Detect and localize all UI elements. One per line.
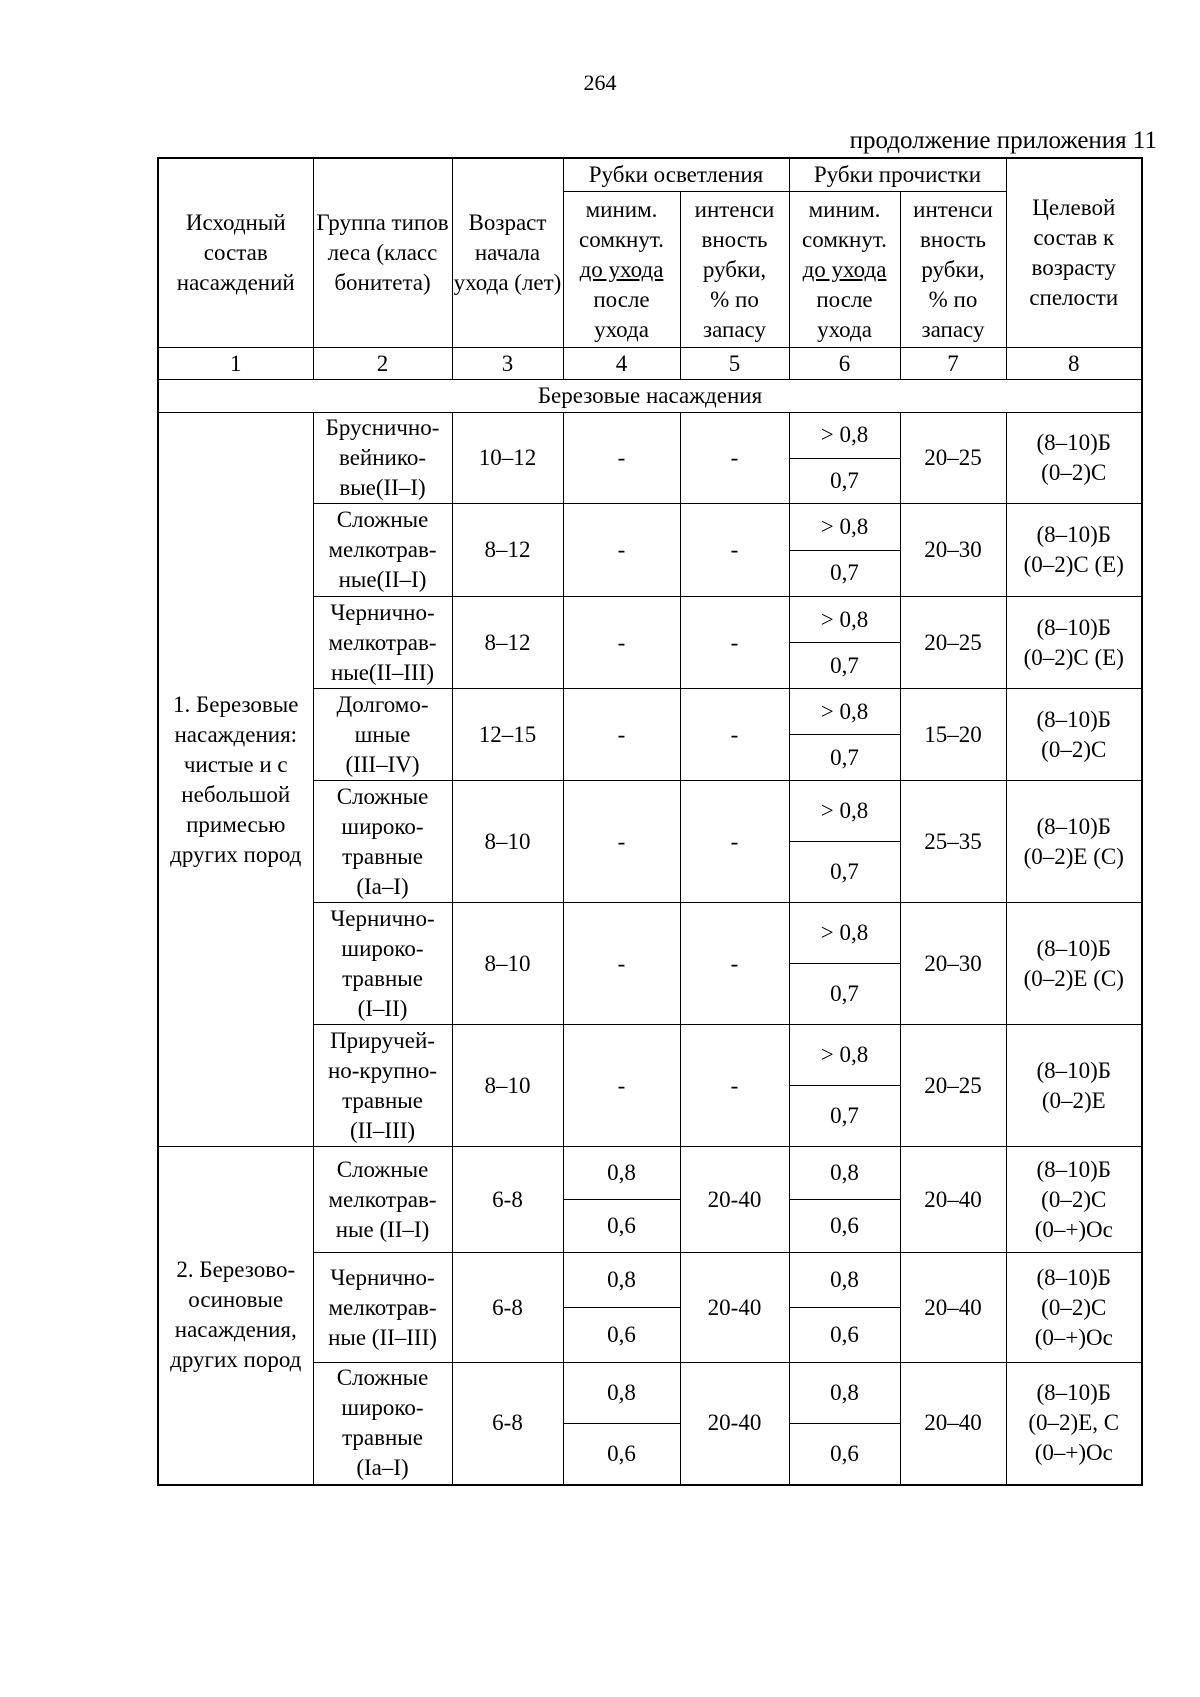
header-intensity-osv: интенси вность рубки, % по запасу bbox=[680, 192, 789, 348]
proch-min-closure-after: 0,6 bbox=[830, 1322, 859, 1347]
proch-min-closure-after: 0,6 bbox=[830, 1440, 859, 1466]
forest-type-group: Сложные мелкотрав- ные (II–I) bbox=[313, 1147, 452, 1253]
header-col8: Целевой состав к возрасту спелости bbox=[1006, 158, 1142, 348]
osv-intensity: - bbox=[680, 903, 789, 1025]
section-row bbox=[158, 380, 1142, 413]
proch-intensity: 20–30 bbox=[900, 504, 1006, 597]
target-composition: (8–10)Б (0–2)Е, С (0–+)Ос bbox=[1006, 1363, 1142, 1485]
forest-care-table bbox=[157, 157, 1143, 1486]
proch-min-closure-before: 0,8 bbox=[790, 1363, 900, 1424]
proch-intensity: 20–40 bbox=[900, 1363, 1006, 1485]
proch-intensity: 25–35 bbox=[900, 781, 1006, 903]
osv-intensity: - bbox=[680, 504, 789, 597]
proch-min-closure-before: > 0,8 bbox=[790, 597, 900, 643]
osv-min-closure bbox=[563, 1147, 680, 1253]
start-age: 6-8 bbox=[452, 1363, 563, 1485]
header-group-osvetlenie: Рубки осветления bbox=[563, 158, 789, 192]
target-composition: (8–10)Б (0–2)С (Е) bbox=[1006, 504, 1142, 597]
page-number: 264 bbox=[583, 70, 617, 95]
proch-min-closure-after: 0,7 bbox=[830, 744, 859, 770]
proch-min-closure-before: 0,8 bbox=[790, 1147, 900, 1200]
proch-min-closure-after: 0,7 bbox=[830, 981, 859, 1006]
target-composition: (8–10)Б (0–2)Е (С) bbox=[1006, 781, 1142, 903]
col-number: 7 bbox=[900, 348, 1006, 380]
col-number: 4 bbox=[563, 348, 680, 380]
osv-min-closure-before: 0,8 bbox=[564, 1147, 680, 1200]
table-row bbox=[158, 413, 1142, 504]
target-composition: (8–10)Б (0–2)С (0–+)Ос bbox=[1006, 1147, 1142, 1253]
table-row bbox=[158, 1147, 1142, 1253]
forest-type-group: Долгомо- шные (III–IV) bbox=[313, 689, 452, 781]
target-composition: (8–10)Б (0–2)Е (С) bbox=[1006, 903, 1142, 1025]
proch-min-closure bbox=[789, 597, 900, 689]
osv-min-closure: - bbox=[563, 689, 680, 781]
start-age: 10–12 bbox=[452, 413, 563, 504]
forest-type-group: Чернично- мелкотрав- ные (II–III) bbox=[313, 1253, 452, 1363]
start-age: 8–10 bbox=[452, 781, 563, 903]
header-col3: Возраст начала ухода (лет) bbox=[452, 158, 563, 348]
osv-intensity: 20-40 bbox=[680, 1147, 789, 1253]
osv-min-closure bbox=[563, 1253, 680, 1363]
header-group-prochistka: Рубки прочистки bbox=[789, 158, 1006, 192]
proch-min-closure bbox=[789, 781, 900, 903]
osv-intensity: - bbox=[680, 1025, 789, 1147]
proch-min-closure-before: 0,8 bbox=[790, 1253, 900, 1308]
proch-min-closure-after: 0,7 bbox=[830, 560, 859, 586]
proch-min-closure-after: 0,7 bbox=[830, 467, 859, 493]
start-age: 6-8 bbox=[452, 1147, 563, 1253]
target-composition: (8–10)Б (0–2)С bbox=[1006, 413, 1142, 504]
osv-min-closure-after: 0,6 bbox=[607, 1322, 636, 1347]
proch-min-closure-before: > 0,8 bbox=[790, 903, 900, 964]
target-composition: (8–10)Б (0–2)Е bbox=[1006, 1025, 1142, 1147]
proch-min-closure-before: > 0,8 bbox=[790, 413, 900, 459]
osv-min-closure: - bbox=[563, 597, 680, 689]
osv-min-closure-after: 0,6 bbox=[607, 1440, 636, 1466]
proch-min-closure bbox=[789, 1025, 900, 1147]
col-number: 3 bbox=[452, 348, 563, 380]
proch-min-closure-before: > 0,8 bbox=[790, 1025, 900, 1086]
proch-min-closure-after: 0,6 bbox=[830, 1213, 859, 1238]
proch-min-closure bbox=[789, 413, 900, 504]
header-min-closure-proch: миним. сомкнут. до ухода после ухода bbox=[789, 192, 900, 348]
osv-min-closure-before: 0,8 bbox=[564, 1253, 680, 1308]
osv-min-closure: - bbox=[563, 1025, 680, 1147]
osv-min-closure-after: 0,6 bbox=[607, 1213, 636, 1238]
proch-min-closure-after: 0,7 bbox=[830, 859, 859, 884]
osv-min-closure bbox=[563, 1363, 680, 1485]
osv-intensity: - bbox=[680, 413, 789, 504]
forest-type-group: Чернично- широко- травные (I–II) bbox=[313, 903, 452, 1025]
osv-min-closure: - bbox=[563, 504, 680, 597]
proch-intensity: 20–25 bbox=[900, 413, 1006, 504]
start-age: 12–15 bbox=[452, 689, 563, 781]
header-col2: Группа типов леса (класс бонитета) bbox=[313, 158, 452, 348]
start-age: 6-8 bbox=[452, 1253, 563, 1363]
stand-composition: 1. Березовые насаждения: чистые и с небольшой примесью других пород bbox=[158, 413, 313, 1147]
header-min-closure-osv: миним. сомкнут. до ухода после ухода bbox=[563, 192, 680, 348]
target-composition: (8–10)Б (0–2)С (0–+)Ос bbox=[1006, 1253, 1142, 1363]
proch-min-closure bbox=[789, 1363, 900, 1485]
proch-intensity: 20–40 bbox=[900, 1147, 1006, 1253]
proch-min-closure bbox=[789, 1253, 900, 1363]
proch-min-closure-after: 0,7 bbox=[830, 1103, 859, 1128]
proch-min-closure bbox=[789, 689, 900, 781]
start-age: 8–12 bbox=[452, 597, 563, 689]
col-number: 5 bbox=[680, 348, 789, 380]
col-number: 8 bbox=[1006, 348, 1142, 380]
column-number-row bbox=[158, 348, 1142, 380]
proch-min-closure-before: > 0,8 bbox=[790, 504, 900, 551]
start-age: 8–10 bbox=[452, 903, 563, 1025]
stand-composition: 2. Березово-осиновые насаждения, других пород bbox=[158, 1147, 313, 1485]
osv-intensity: - bbox=[680, 781, 789, 903]
proch-intensity: 20–30 bbox=[900, 903, 1006, 1025]
start-age: 8–10 bbox=[452, 1025, 563, 1147]
osv-min-closure: - bbox=[563, 781, 680, 903]
forest-type-group: Бруснично- вейнико- вые(II–I) bbox=[313, 413, 452, 504]
osv-min-closure-before: 0,8 bbox=[564, 1363, 680, 1424]
target-composition: (8–10)Б (0–2)С bbox=[1006, 689, 1142, 781]
proch-min-closure bbox=[789, 903, 900, 1025]
proch-intensity: 20–25 bbox=[900, 597, 1006, 689]
target-composition: (8–10)Б (0–2)С (Е) bbox=[1006, 597, 1142, 689]
osv-intensity: 20-40 bbox=[680, 1363, 789, 1485]
section-title: Березовые насаждения bbox=[158, 380, 1142, 413]
forest-type-group: Сложные широко- травные (Iа–I) bbox=[313, 781, 452, 903]
col-number: 2 bbox=[313, 348, 452, 380]
proch-min-closure bbox=[789, 504, 900, 597]
forest-type-group: Сложные мелкотрав- ные(II–I) bbox=[313, 504, 452, 597]
col-number: 1 bbox=[158, 348, 313, 380]
forest-type-group: Приручей- но-крупно- травные (II–III) bbox=[313, 1025, 452, 1147]
continuation-note: продолжение приложения 11 bbox=[849, 127, 1157, 154]
osv-intensity: - bbox=[680, 689, 789, 781]
col-number: 6 bbox=[789, 348, 900, 380]
proch-intensity: 15–20 bbox=[900, 689, 1006, 781]
proch-min-closure-after: 0,7 bbox=[830, 652, 859, 678]
proch-intensity: 20–25 bbox=[900, 1025, 1006, 1147]
header-col1: Исходный состав насаждений bbox=[158, 158, 313, 348]
header-row-1 bbox=[158, 158, 1142, 192]
osv-min-closure: - bbox=[563, 903, 680, 1025]
proch-min-closure-before: > 0,8 bbox=[790, 781, 900, 842]
proch-min-closure-before: > 0,8 bbox=[790, 689, 900, 735]
proch-intensity: 20–40 bbox=[900, 1253, 1006, 1363]
start-age: 8–12 bbox=[452, 504, 563, 597]
header-intensity-proch: интенси вность рубки, % по запасу bbox=[900, 192, 1006, 348]
forest-type-group: Сложные широко- травные (Iа–I) bbox=[313, 1363, 452, 1485]
proch-min-closure bbox=[789, 1147, 900, 1253]
osv-intensity: - bbox=[680, 597, 789, 689]
forest-type-group: Чернично- мелкотрав- ные(II–III) bbox=[313, 597, 452, 689]
osv-min-closure: - bbox=[563, 413, 680, 504]
osv-intensity: 20-40 bbox=[680, 1253, 789, 1363]
